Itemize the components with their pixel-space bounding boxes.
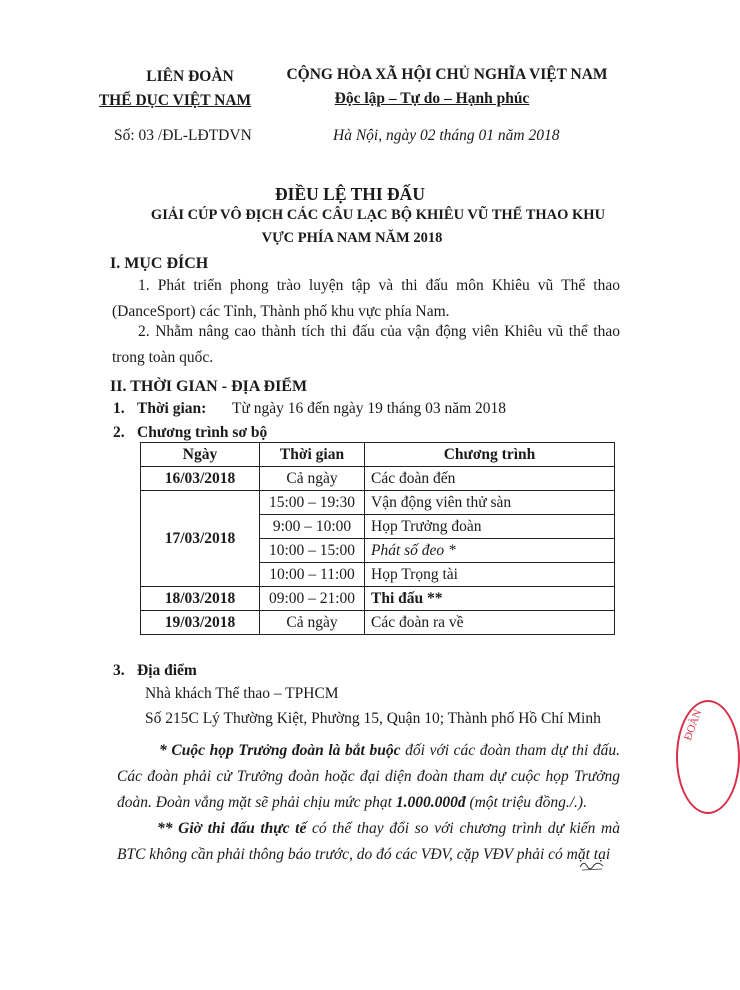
table-row	[141, 611, 615, 635]
section-2-heading: II. THỜI GIAN - ĐỊA ĐIỂM	[110, 378, 308, 395]
date-cell: 17/03/2018	[141, 491, 260, 587]
document-number: Số: 03 /ĐL-LĐTDVN	[114, 127, 252, 144]
program-cell: Các đoàn đến	[365, 467, 615, 491]
schedule-label: Chương trình sơ bộ	[137, 424, 268, 441]
column-header-time: Thời gian	[260, 443, 365, 467]
column-header-date: Ngày	[141, 443, 260, 467]
document-title: ĐIỀU LỆ THI ĐẤU	[275, 184, 425, 204]
note-1-emphasis: * Cuộc họp Trưởng đoàn là bắt buộc	[159, 742, 401, 759]
document-subtitle-line1: GIẢI CÚP VÔ ĐỊCH CÁC CÂU LẠC BỘ KHIÊU VŨ THỂ THAO KHU	[150, 207, 606, 223]
note-1-fine-amount: 1.000.000đ	[395, 794, 466, 811]
schedule-item-number: 2.	[113, 424, 125, 441]
section-1-heading: I. MỤC ĐÍCH	[110, 255, 209, 272]
official-stamp	[676, 700, 740, 814]
venue-name: Nhà khách Thể thao – TPHCM	[145, 685, 339, 702]
date-cell: 19/03/2018	[141, 611, 260, 635]
org-name-line1: LIÊN ĐOÀN	[146, 68, 234, 85]
document-subtitle-line2: VỰC PHÍA NAM NĂM 2018	[261, 230, 443, 246]
time-cell: 10:00 – 15:00	[260, 539, 365, 563]
time-label: Thời gian:	[137, 400, 207, 417]
handwritten-initials	[578, 858, 606, 872]
section-1-paragraph-2: 2. Nhằm nâng cao thành tích thi đấu của vận động viên Khiêu vũ thể thao trong toàn quốc.	[112, 323, 620, 366]
time-cell: 09:00 – 21:00	[260, 587, 365, 611]
program-cell: Họp Trưởng đoàn	[365, 515, 615, 539]
nation-motto: Độc lập – Tự do – Hạnh phúc	[334, 90, 530, 107]
note-1-tail: (một triệu đồng./.).	[465, 794, 587, 811]
program-cell: Họp Trọng tài	[365, 563, 615, 587]
program-cell: Các đoàn ra về	[365, 611, 615, 635]
section-1-paragraph-1: 1. Phát triển phong trào luyện tập và thi đấu môn Khiêu vũ Thể thao (DanceSport) các Tỉnh, Thành phố khu vực phía Nam.	[112, 277, 620, 320]
time-cell: 9:00 – 10:00	[260, 515, 365, 539]
date-cell: 18/03/2018	[141, 587, 260, 611]
venue-label: Địa điểm	[137, 662, 197, 679]
note-team-leader-meeting	[117, 738, 620, 816]
time-value: Từ ngày 16 đến ngày 19 tháng 03 năm 2018	[232, 400, 507, 417]
program-cell: Thi đấu **	[365, 587, 615, 611]
nation-title: CỘNG HÒA XÃ HỘI CHỦ NGHĨA VIỆT NAM	[286, 66, 608, 83]
date-cell: 16/03/2018	[141, 467, 260, 491]
table-row	[141, 491, 615, 515]
table-header-row	[141, 443, 615, 467]
program-cell: Phát số đeo *	[365, 539, 615, 563]
venue-item-number: 3.	[113, 662, 125, 679]
time-cell: 10:00 – 11:00	[260, 563, 365, 587]
org-name-line2: THỂ DỤC VIỆT NAM	[98, 92, 252, 109]
note-actual-schedule	[117, 816, 620, 868]
table-row	[141, 587, 615, 611]
schedule-table	[140, 442, 615, 635]
column-header-program: Chương trình	[365, 443, 615, 467]
time-item-number: 1.	[113, 400, 125, 417]
table-row	[141, 467, 615, 491]
note-1-text: đối với các đoàn tham dự thi đấu. Các đoàn phải cử Trưởng đoàn hoặc đại diện đoàn tham dự cuộc họp Trưởng đoàn. Đoàn vắng mặt sẽ phải chịu mức phạt	[117, 742, 620, 811]
note-2-text: có thể thay đổi so với chương trình dự kiến mà BTC không cần phải thông báo trước, do đó các VĐV, cặp VĐV phải có mặt tại	[117, 820, 621, 863]
venue-address: Số 215C Lý Thường Kiệt, Phường 15, Quận 10; Thành phố Hồ Chí Minh	[145, 710, 601, 727]
time-cell: Cả ngày	[260, 467, 365, 491]
program-cell: Vận động viên thử sàn	[365, 491, 615, 515]
time-cell: 15:00 – 19:30	[260, 491, 365, 515]
stamp-text: ĐOÀN	[682, 708, 705, 743]
note-2-emphasis: ** Giờ thi đấu thực tế	[157, 820, 307, 837]
time-cell: Cả ngày	[260, 611, 365, 635]
place-date: Hà Nội, ngày 02 tháng 01 năm 2018	[333, 127, 560, 144]
